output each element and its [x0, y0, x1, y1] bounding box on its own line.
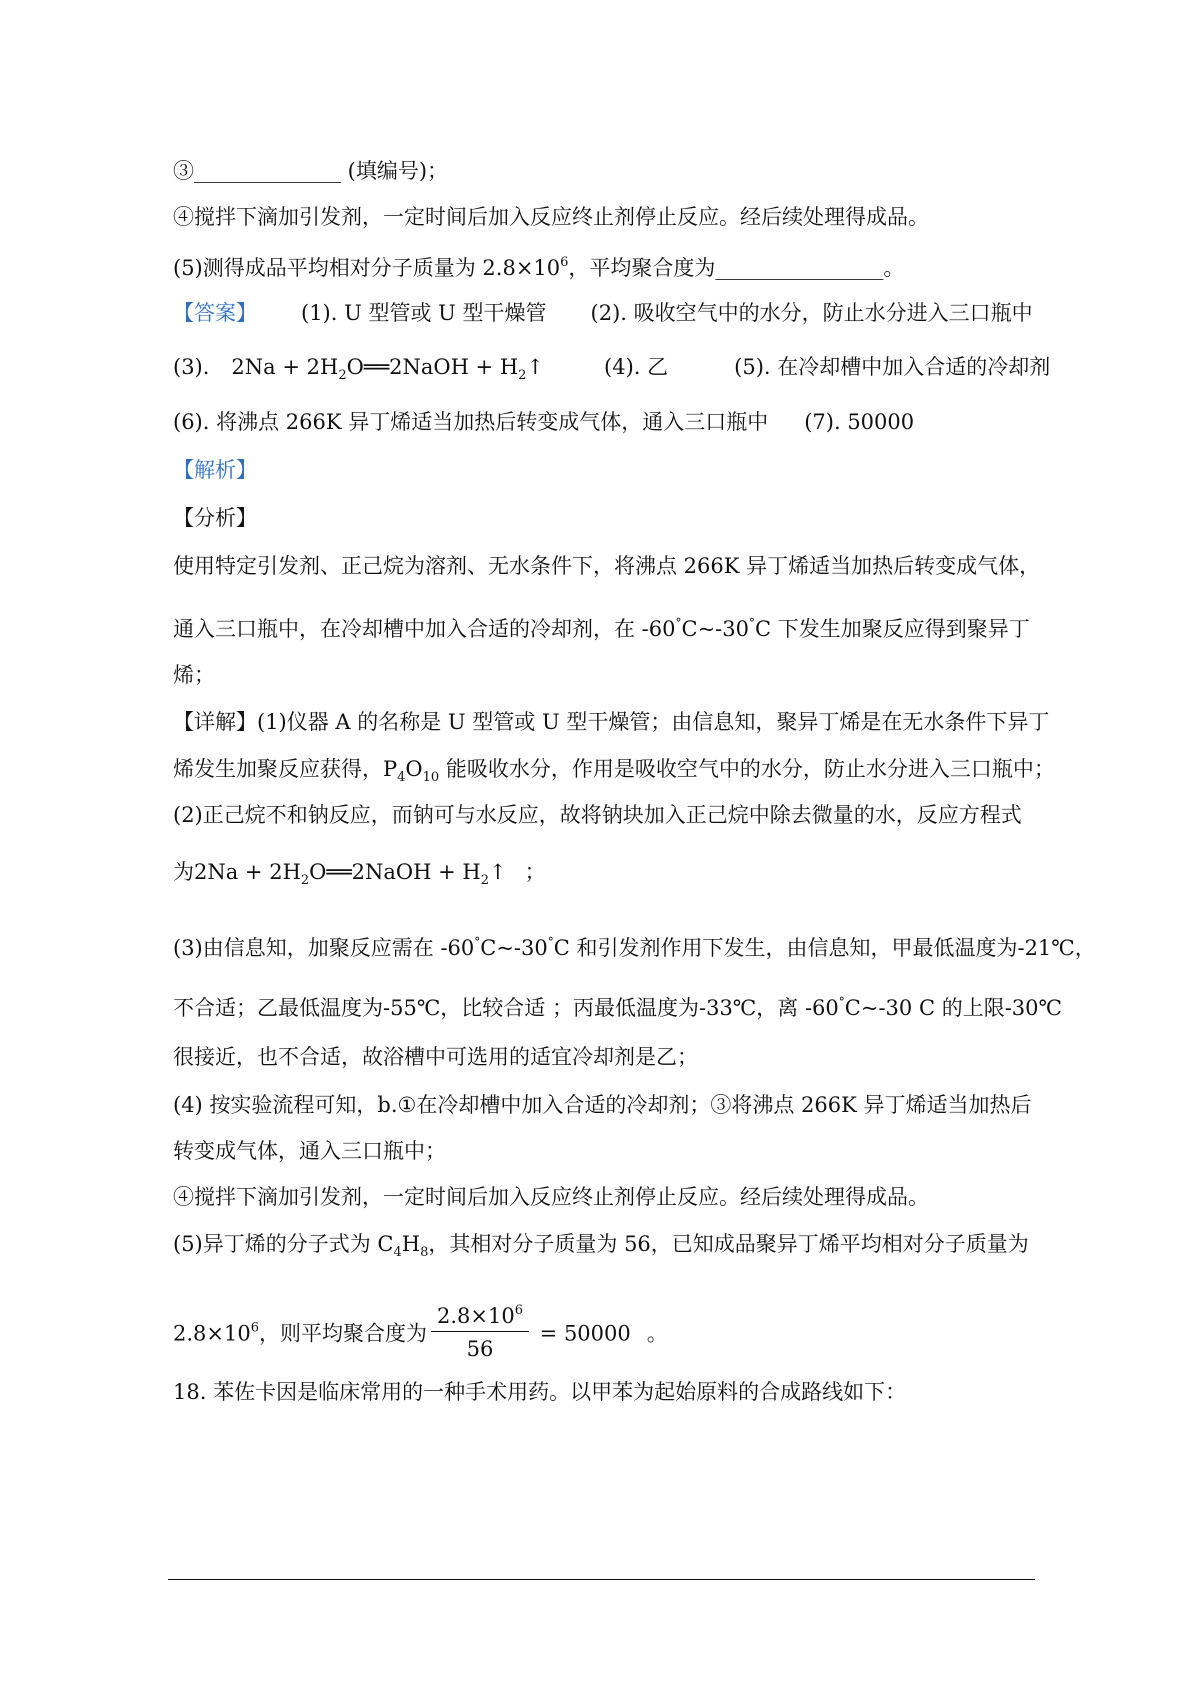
- equation-part: O══2NaOH + H: [346, 355, 519, 379]
- subscript: 2: [300, 873, 310, 888]
- text-line: [173, 987, 1063, 1023]
- subscript: 2: [338, 368, 347, 383]
- subscript: 2: [480, 873, 490, 888]
- line-text: 很接近，也不合适，故浴槽中可选用的适宜冷却剂是乙；: [173, 1045, 698, 1069]
- section-tag: [173, 503, 1043, 533]
- text-line: [173, 660, 1043, 690]
- line-text: ；: [524, 860, 546, 884]
- subscript: 10: [422, 770, 440, 785]
- line-text: C 下发生加聚反应得到聚异丁: [754, 617, 1030, 641]
- line-text: (2)正己烷不和钠反应，而钠可与水反应，故将钠块加入正己烷中除去微量的水，反应方程式: [173, 803, 1022, 827]
- subscript: 8: [420, 1245, 429, 1260]
- equation-part: O══2NaOH + H: [309, 860, 481, 884]
- text-line: [173, 857, 1043, 896]
- line-text: ④搅拌下滴加引发剂，一定时间后加入反应终止剂停止反应。经后续处理得成品。: [173, 205, 929, 229]
- fraction: [431, 1296, 529, 1366]
- text-line: [173, 1229, 1043, 1268]
- superscript: 6: [514, 1303, 523, 1318]
- answer-line-1: [173, 298, 1043, 328]
- text-line: [173, 1136, 1043, 1166]
- line-text: 【详解】(1)仪器 A 的名称是 U 型管或 U 型干燥管；由信息知，聚异丁烯是在无水条件下异丁: [173, 710, 1050, 734]
- section-tag: [173, 455, 1043, 485]
- line-text: ，平均聚合度为________________。: [568, 256, 905, 280]
- line-text: C~-30 C: [844, 996, 936, 1020]
- line-text: C 和引发剂作用下发生，由信息知，甲最低温度为-21℃，: [553, 936, 1096, 960]
- text-line: [173, 156, 1043, 186]
- up-arrow-icon: ↑: [489, 860, 507, 884]
- line-text: (4) 按实验流程可知，b.①在冷却槽中加入合适的冷却剂；③将沸点 266K 异丁烯适当加热后: [173, 1093, 1032, 1117]
- line-text: O: [405, 757, 423, 781]
- fraction-numerator: [431, 1296, 529, 1332]
- text-line: [173, 1042, 1043, 1072]
- line-text: 烯发生加聚反应获得，P: [173, 757, 398, 781]
- superscript: 6: [250, 1320, 259, 1336]
- line-text: ，则平均聚合度为: [259, 1321, 427, 1346]
- degree-sign: °: [474, 935, 481, 949]
- line-text: (3)由信息知，加聚反应需在 -60: [173, 936, 475, 960]
- line-text: 的上限-30℃: [935, 996, 1063, 1020]
- answer-item: (1). U 型管或 U 型干燥管: [301, 301, 547, 325]
- subscript: 4: [393, 1245, 402, 1260]
- text-line: [173, 800, 1043, 830]
- answer-item: (7). 50000: [804, 410, 915, 434]
- subscript: 2: [518, 368, 527, 383]
- text-line: [173, 551, 1043, 581]
- equation-part: 2Na + 2H: [194, 860, 301, 884]
- answer-tag: 【答案】: [173, 301, 257, 325]
- fraction-denominator: 56: [466, 1337, 494, 1361]
- up-arrow-icon: ↑: [526, 355, 545, 379]
- line-text: ④搅拌下滴加引发剂，一定时间后加入反应终止剂停止反应。经后续处理得成品。: [173, 1185, 929, 1209]
- text-line: [173, 608, 1043, 644]
- equation-part: 2Na + 2H: [231, 355, 339, 379]
- line-text: 使用特定引发剂、正己烷为溶剂、无水条件下，将沸点 266K 异丁烯适当加热后转变成气体，: [173, 554, 1041, 578]
- line-text: ，其相对分子质量为 56，已知成品聚异丁烯平均相对分子质量为: [428, 1232, 1029, 1256]
- degree-sign: °: [748, 616, 755, 630]
- text-line: [173, 248, 1043, 283]
- text-line: [173, 707, 1050, 737]
- breakdown-tag: 【分析】: [173, 506, 257, 530]
- line-text: 为: [173, 860, 194, 884]
- footer-rule: [168, 1579, 1035, 1580]
- line-text: (5)异丁烯的分子式为 C: [173, 1232, 394, 1256]
- superscript: 6: [560, 255, 569, 270]
- line-text: H: [401, 1232, 421, 1256]
- line-text: ③______________ (填编号)；: [173, 159, 449, 183]
- answer-item: (2). 吸收空气中的水分，防止水分进入三口瓶中: [590, 301, 1033, 325]
- answer-line-2: [173, 352, 1051, 391]
- line-text: 转变成气体，通入三口瓶中；: [173, 1139, 446, 1163]
- chemical-equation: [194, 860, 507, 888]
- line-text: 18. 苯佐卡因是临床常用的一种手术用药。以甲苯为起始原料的合成路线如下：: [173, 1380, 907, 1404]
- line-text: = 50000: [533, 1321, 631, 1346]
- numerator-text: 2.8×10: [437, 1304, 515, 1328]
- line-text: 2.8×10: [173, 1321, 251, 1346]
- subscript: 4: [397, 770, 406, 785]
- question-18: [173, 1377, 1043, 1407]
- text-line: [173, 1182, 1043, 1212]
- degree-sign: °: [547, 935, 554, 949]
- answer-item: (4). 乙: [604, 355, 669, 379]
- text-line: [173, 1300, 1043, 1370]
- text-line: [173, 202, 1043, 232]
- line-text: (5)测得成品平均相对分子质量为 2.8×10: [173, 256, 561, 280]
- text-line: [173, 1090, 1043, 1120]
- line-text: C~-30: [480, 936, 548, 960]
- text-line: [173, 754, 1055, 793]
- line-text: 烯；: [173, 663, 215, 687]
- analysis-tag: 【解析】: [173, 458, 257, 482]
- line-text: 不合适；乙最低温度为-55℃，比较合适 ；丙最低温度为-33℃，离 -60: [173, 996, 839, 1020]
- line-text: C~-30: [681, 617, 749, 641]
- chemical-equation: [231, 355, 545, 383]
- degree-sign: °: [675, 616, 682, 630]
- line-text: 。: [646, 1321, 668, 1346]
- line-text: 通入三口瓶中，在冷却槽中加入合适的冷却剂，在 -60: [173, 617, 676, 641]
- degree-sign: °: [838, 995, 845, 1009]
- answer-item: (3).: [173, 355, 210, 379]
- answer-item: (5). 在冷却槽中加入合适的冷却剂: [734, 355, 1051, 379]
- line-text: 能吸收水分，作用是吸收空气中的水分，防止水分进入三口瓶中；: [439, 757, 1055, 781]
- text-line: [173, 927, 1096, 963]
- answer-item: (6). 将沸点 266K 异丁烯适当加热后转变成气体，通入三口瓶中: [173, 410, 769, 434]
- answer-line-3: [173, 407, 1043, 437]
